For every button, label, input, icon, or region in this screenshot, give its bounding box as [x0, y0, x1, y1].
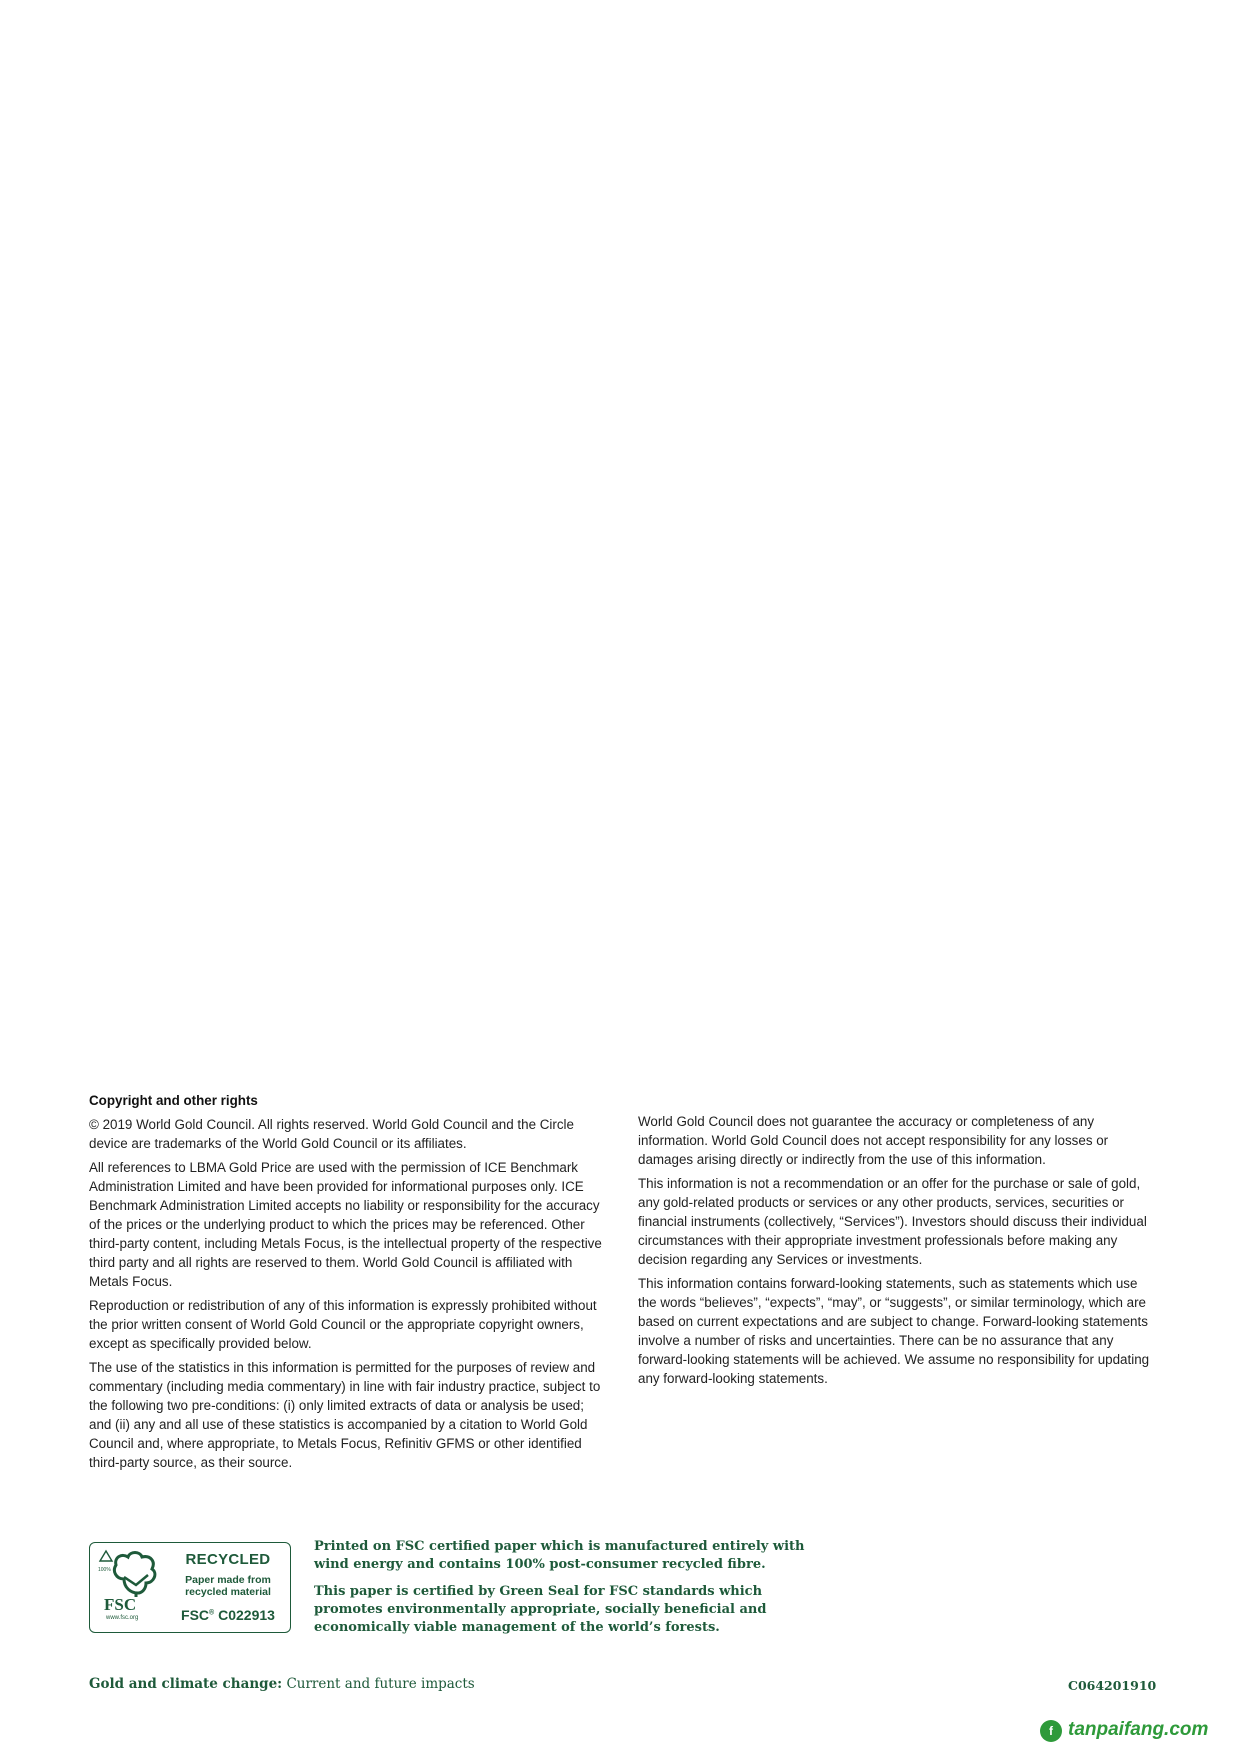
fsc-license-code	[170, 1607, 286, 1623]
copyright-left-column	[89, 1091, 609, 1477]
forward-looking-paragraph: This information contains forward-looking statements, such as statements which use the words “believes”, “expects”, “may”, or “suggests”, or similar terminology, which are based on current expectations and are subject to change. Forward-looking statements involve a number of risks and uncertainties. There can be no assurance that any forward-looking statements will be achieved. We assume no responsibility for updating any forward-looking statements.	[638, 1276, 1150, 1386]
watermark-text: tanpaifang.com	[1068, 1719, 1209, 1740]
lbma-paragraph: All references to LBMA Gold Price are used with the permission of ICE Benchmark Administration Limited and have been provided for informational purposes only. ICE Benchmark Administration Limited accepts no liability or responsibility for the accuracy of the prices or the underlying product to which the prices may be referenced. Other third-party content, including Metals Focus, is the intellectual property of the respective third party and all rights are reserved to them. World Gold Council is affiliated with Metals Focus.	[89, 1160, 602, 1289]
copyright-paragraph: © 2019 World Gold Council. All rights reserved. World Gold Council and the Circle device are trademarks of the World Gold Council or its affiliates.	[89, 1117, 574, 1151]
recommendation-paragraph: This information is not a recommendation or an offer for the purchase or sale of gold, any gold-related products or services or any other products, services, securities or financial instruments (collectively, “Services”). Investors should discuss their individual circumstances with their appropriate investment professionals before making any decision regarding any Services or investments.	[638, 1176, 1147, 1267]
fsc-url: www.fsc.org	[106, 1615, 139, 1621]
footer-doc-code: C064201910	[1068, 1678, 1157, 1693]
statistics-paragraph: The use of the statistics in this information is permitted for the purposes of review and commentary (including media commentary) in line with fair industry practice, subject to the following two pre-conditions: (i) only limited extracts of data or analysis be used; and (ii) any and all use of these statistics is accompanied by a citation to World Gold Council and, where appropriate, to Metals Focus, Refinitiv GFMS or other identified third-party source, as their source.	[89, 1360, 601, 1470]
fsc-logo-text: FSC	[104, 1595, 137, 1614]
print-notes	[314, 1538, 834, 1646]
print-note-green-seal: This paper is certified by Green Seal for FSC standards which promotes environmentally appropriate, socially beneficial and economically viable management of the world’s forests.	[314, 1584, 767, 1635]
fsc-code-mark: ®	[209, 1609, 215, 1617]
footer-title-bold: Gold and climate change:	[89, 1676, 283, 1692]
fsc-code-prefix: FSC	[181, 1607, 210, 1623]
fsc-paper-text	[170, 1574, 286, 1598]
print-note-fsc: Printed on FSC certified paper which is manufactured entirely with wind energy and contains 100% post-consumer recycled fibre.	[314, 1539, 805, 1572]
disclaimer-right-column	[638, 1112, 1158, 1393]
fsc-recycled-label	[89, 1542, 291, 1633]
accuracy-paragraph: World Gold Council does not guarantee the accuracy or completeness of any information. World Gold Council does not accept responsibility for any losses or damages arising directly or indirectly from the use of this information.	[638, 1114, 1109, 1167]
footer-title	[89, 1676, 475, 1692]
watermark	[1040, 1718, 1236, 1746]
footer-title-rest: Current and future impacts	[282, 1676, 475, 1692]
fsc-percent: 100%	[98, 1567, 111, 1573]
reproduction-paragraph: Reproduction or redistribution of any of this information is expressly prohibited without the prior written consent of World Gold Council or the appropriate copyright owners, except as specifically provided below.	[89, 1298, 597, 1351]
fsc-paper-line1: Paper made from	[185, 1574, 271, 1586]
fsc-text-block	[170, 1551, 286, 1623]
fsc-paper-line2: recycled material	[185, 1586, 271, 1598]
fsc-code-number: C022913	[218, 1607, 275, 1623]
leaf-circle-icon: f	[1040, 1720, 1062, 1742]
copyright-heading: Copyright and other rights	[89, 1093, 258, 1108]
fsc-recycled-text: RECYCLED	[185, 1551, 271, 1568]
